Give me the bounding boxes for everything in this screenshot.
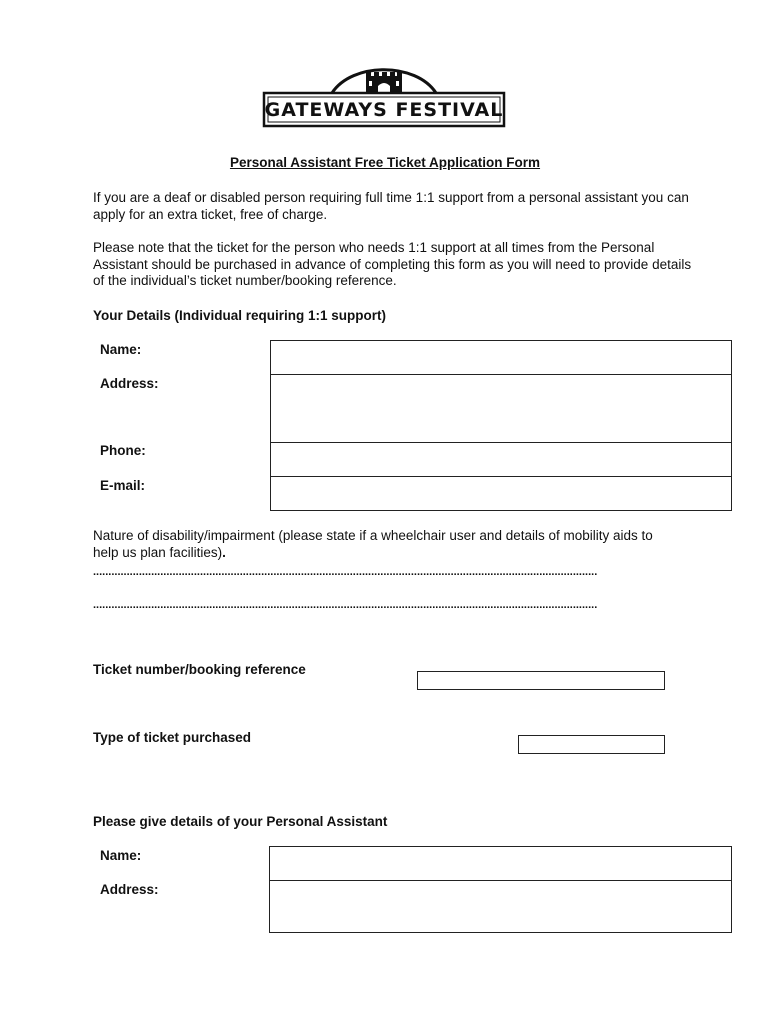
applicant-address-label: Address: (100, 376, 159, 391)
applicant-email-field[interactable] (270, 476, 732, 511)
assistant-name-field[interactable] (269, 846, 732, 881)
assistant-name-label: Name: (100, 848, 142, 863)
assistant-heading: Please give details of your Personal Assistant (93, 814, 388, 829)
form-title: Personal Assistant Free Ticket Application Form (229, 155, 541, 170)
disability-question (93, 528, 653, 561)
festival-logo (262, 62, 506, 130)
applicant-name-label: Name: (100, 342, 142, 357)
logo-text: GATEWAYS FESTIVAL (264, 99, 504, 121)
applicant-phone-label: Phone: (100, 443, 146, 458)
ticket-reference-label: Ticket number/booking reference (93, 662, 306, 677)
applicant-address-field[interactable] (270, 374, 732, 443)
ticket-type-label: Type of ticket purchased (93, 730, 252, 745)
disability-question-text: Nature of disability/impairment (please state if a wheelchair user and details of mobility aids to help us plan facilities) (93, 528, 653, 560)
ticket-type-field[interactable] (518, 735, 665, 754)
intro-paragraph: If you are a deaf or disabled person requiring full time 1:1 support from a personal assistant you can apply for an extra ticket, free of charge. (93, 190, 689, 222)
disability-answer-line-1[interactable]: ..................................................................................................................................................................... (93, 566, 598, 578)
note-paragraph: Please note that the ticket for the person who needs 1:1 support at all times from the Personal Assistant should be purchased in advance of completing this form as you will need to provide details of the individual’s ticket number/booking reference. (93, 240, 692, 288)
assistant-address-field[interactable] (269, 880, 732, 933)
disability-question-period: . (222, 544, 226, 560)
ticket-reference-field[interactable] (417, 671, 665, 690)
disability-answer-line-2[interactable]: ..................................................................................................................................................................... (93, 599, 598, 611)
assistant-address-label: Address: (100, 882, 159, 897)
your-details-heading: Your Details (Individual requiring 1:1 support) (93, 308, 387, 323)
applicant-email-label: E-mail: (100, 478, 146, 493)
applicant-name-field[interactable] (270, 340, 732, 375)
applicant-phone-field[interactable] (270, 442, 732, 477)
